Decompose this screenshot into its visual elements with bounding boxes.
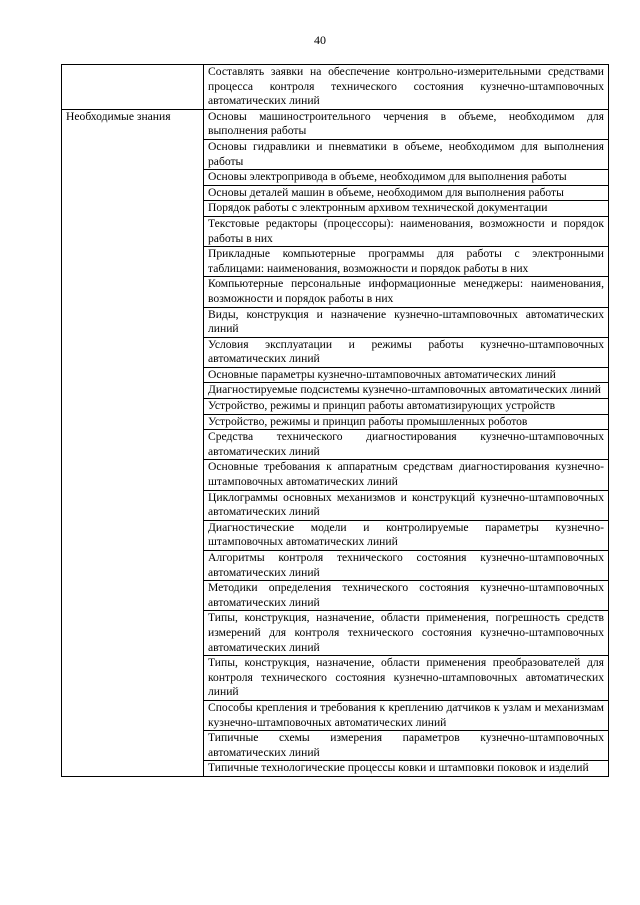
knowledge-item: Порядок работы с электронным архивом технической документации — [204, 201, 609, 217]
knowledge-item: Основы электропривода в объеме, необходимом для выполнения работы — [204, 170, 609, 186]
knowledge-item: Основы деталей машин в объеме, необходимом для выполнения работы — [204, 185, 609, 201]
skill-cell: Составлять заявки на обеспечение контрольно-измерительными средствами процесса контроля технического состояния кузнечно-штамповочных автоматических линий — [204, 65, 609, 110]
knowledge-item: Типичные технологические процессы ковки и штамповки поковок и изделий — [204, 761, 609, 777]
knowledge-item: Виды, конструкция и назначение кузнечно-штамповочных автоматических линий — [204, 307, 609, 337]
knowledge-item: Прикладные компьютерные программы для работы с электронными таблицами: наименования, возможности и порядок работы в них — [204, 247, 609, 277]
knowledge-item: Основные параметры кузнечно-штамповочных автоматических линий — [204, 367, 609, 383]
knowledge-item: Основные требования к аппаратным средствам диагностирования кузнечно-штамповочных автоматических линий — [204, 460, 609, 490]
page-number: 40 — [314, 33, 326, 47]
knowledge-item: Способы крепления и требования к креплению датчиков к узлам и механизмам кузнечно-штамповочных автоматических линий — [204, 700, 609, 730]
label-cell — [62, 65, 204, 110]
knowledge-item: Диагностируемые подсистемы кузнечно-штамповочных автоматических линий — [204, 383, 609, 399]
knowledge-item: Методики определения технического состояния кузнечно-штамповочных автоматических линий — [204, 581, 609, 611]
knowledge-item: Циклограммы основных механизмов и конструкций кузнечно-штамповочных автоматических линий — [204, 490, 609, 520]
knowledge-label: Необходимые знания — [62, 109, 204, 776]
knowledge-item: Типы, конструкция, назначение, области применения, погрешность средств измерений для контроля технического состояния кузнечно-штамповочных автоматических линий — [204, 611, 609, 656]
knowledge-item: Устройство, режимы и принцип работы автоматизирующих устройств — [204, 399, 609, 415]
table-row — [62, 65, 609, 110]
knowledge-table — [61, 64, 609, 777]
knowledge-item: Устройство, режимы и принцип работы промышленных роботов — [204, 414, 609, 430]
table-body — [62, 65, 609, 777]
knowledge-item: Основы машиностроительного черчения в объеме, необходимом для выполнения работы — [204, 109, 609, 139]
knowledge-item: Компьютерные персональные информационные менеджеры: наименования, возможности и порядок работы в них — [204, 277, 609, 307]
knowledge-item: Средства технического диагностирования кузнечно-штамповочных автоматических линий — [204, 430, 609, 460]
knowledge-item: Текстовые редакторы (процессоры): наименования, возможности и порядок работы в них — [204, 216, 609, 246]
knowledge-item: Диагностические модели и контролируемые параметры кузнечно-штамповочных автоматических линий — [204, 520, 609, 550]
knowledge-item: Основы гидравлики и пневматики в объеме, необходимом для выполнения работы — [204, 139, 609, 169]
knowledge-item: Типичные схемы измерения параметров кузнечно-штамповочных автоматических линий — [204, 731, 609, 761]
knowledge-item: Условия эксплуатации и режимы работы кузнечно-штамповочных автоматических линий — [204, 337, 609, 367]
knowledge-item: Алгоритмы контроля технического состояния кузнечно-штамповочных автоматических линий — [204, 551, 609, 581]
knowledge-item: Типы, конструкция, назначение, области применения преобразователей для контроля технического состояния кузнечно-штамповочных автоматических линий — [204, 656, 609, 701]
table-row — [62, 109, 609, 139]
